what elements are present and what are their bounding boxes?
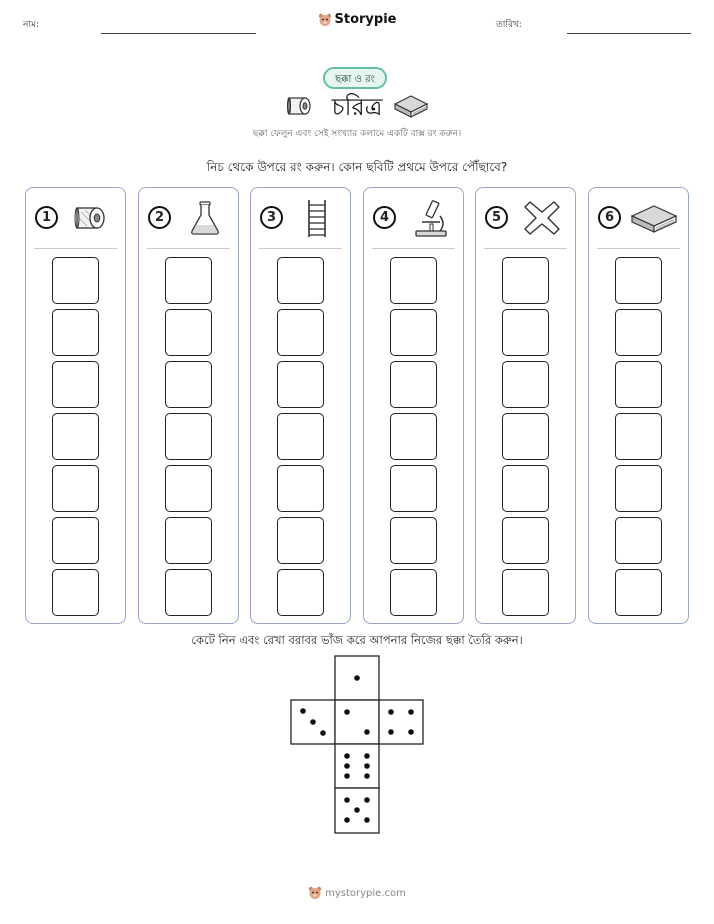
microscope-icon	[410, 198, 450, 238]
column-number: 2	[148, 206, 171, 229]
color-box[interactable]	[277, 257, 324, 304]
column-number: 5	[485, 206, 508, 229]
column-4	[363, 187, 464, 624]
name-label: নাম:	[23, 20, 40, 30]
column-3	[250, 187, 351, 624]
column-2	[138, 187, 239, 624]
column-divider	[259, 248, 342, 249]
column-divider	[34, 248, 117, 249]
color-box[interactable]	[52, 569, 99, 616]
color-box[interactable]	[277, 413, 324, 460]
color-box[interactable]	[390, 569, 437, 616]
book-icon	[393, 92, 429, 118]
color-box[interactable]	[52, 361, 99, 408]
column-divider	[372, 248, 455, 249]
date-field-line[interactable]	[567, 33, 691, 34]
ladder-icon	[297, 198, 337, 238]
flask-icon	[185, 198, 225, 238]
color-box[interactable]	[277, 465, 324, 512]
x-mark-icon	[522, 198, 562, 238]
footer-url[interactable]: mystorypie.com	[325, 888, 406, 899]
color-box[interactable]	[615, 517, 662, 564]
color-box[interactable]	[277, 361, 324, 408]
color-box[interactable]	[615, 569, 662, 616]
bear-logo-icon	[318, 13, 332, 27]
bear-logo-icon	[308, 886, 322, 900]
brand-logo	[0, 12, 714, 27]
footer	[0, 886, 714, 900]
page-title: চরিত্র	[331, 93, 383, 121]
color-box[interactable]	[615, 413, 662, 460]
column-number: 4	[373, 206, 396, 229]
subtitle: ছক্কা ফেলুন এবং সেই সংখ্যার কলামে একটি বাক্স রং করুন।	[252, 129, 462, 139]
color-box[interactable]	[615, 309, 662, 356]
color-box[interactable]	[390, 413, 437, 460]
color-box[interactable]	[502, 413, 549, 460]
color-box[interactable]	[165, 517, 212, 564]
color-box[interactable]	[615, 361, 662, 408]
color-box[interactable]	[165, 257, 212, 304]
toilet-paper-icon	[72, 198, 112, 238]
name-field-line[interactable]	[101, 33, 256, 34]
color-box[interactable]	[390, 309, 437, 356]
column-divider	[597, 248, 680, 249]
color-box[interactable]	[502, 257, 549, 304]
cut-instruction: কেটে নিন এবং রেখা বরাবর ভাঁজ করে আপনার নিজের ছক্কা তৈরি করুন।	[191, 633, 523, 647]
book-icon	[629, 198, 679, 238]
brand-name: Storypie	[334, 12, 397, 27]
color-box[interactable]	[277, 569, 324, 616]
color-box[interactable]	[502, 465, 549, 512]
color-box[interactable]	[277, 309, 324, 356]
color-box[interactable]	[390, 257, 437, 304]
color-box[interactable]	[502, 569, 549, 616]
color-box[interactable]	[502, 517, 549, 564]
color-box[interactable]	[165, 309, 212, 356]
color-box[interactable]	[390, 465, 437, 512]
color-box[interactable]	[52, 257, 99, 304]
column-number: 6	[598, 206, 621, 229]
color-box[interactable]	[277, 517, 324, 564]
instruction: নিচ থেকে উপরে রং করুন। কোন ছবিটি প্রথমে উপরে পৌঁছাবে?	[206, 160, 508, 174]
color-box[interactable]	[390, 517, 437, 564]
column-number: 1	[35, 206, 58, 229]
column-divider	[147, 248, 230, 249]
color-box[interactable]	[165, 361, 212, 408]
column-number: 3	[260, 206, 283, 229]
color-box[interactable]	[52, 465, 99, 512]
date-label: তারিখ:	[496, 20, 522, 30]
color-box[interactable]	[502, 361, 549, 408]
column-divider	[484, 248, 567, 249]
color-box[interactable]	[165, 569, 212, 616]
color-box[interactable]	[165, 413, 212, 460]
color-box[interactable]	[165, 465, 212, 512]
dice-net	[289, 655, 425, 837]
color-box[interactable]	[52, 517, 99, 564]
color-box[interactable]	[52, 413, 99, 460]
color-box[interactable]	[52, 309, 99, 356]
color-box[interactable]	[502, 309, 549, 356]
color-box[interactable]	[390, 361, 437, 408]
column-5	[475, 187, 576, 624]
column-1	[25, 187, 126, 624]
color-box[interactable]	[615, 465, 662, 512]
dice-color-badge: ছক্কা ও রং	[323, 67, 387, 89]
color-box[interactable]	[615, 257, 662, 304]
column-6	[588, 187, 689, 624]
